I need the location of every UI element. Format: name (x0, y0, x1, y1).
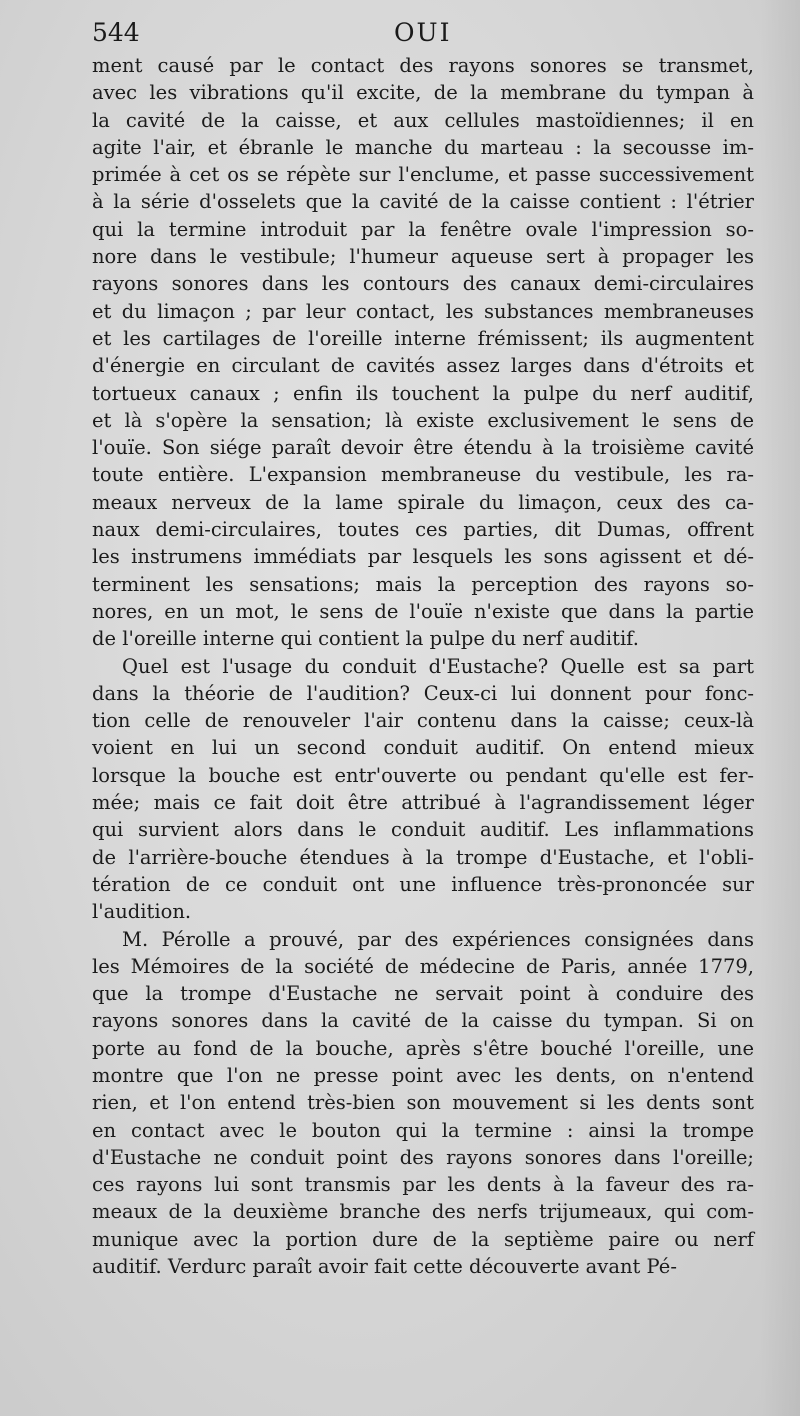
text-line: de l'oreille interne qui contient la pulpe du nerf auditif. (92, 627, 639, 651)
text-line: l'audition. (92, 900, 192, 924)
body-text (92, 52, 754, 1280)
text-line: voient en lui un second conduit auditif. On entend mieux (92, 736, 754, 760)
text-line: avec les vibrations qu'il excite, de la membrane du tympan à (92, 81, 754, 105)
text-line: que la trompe d'Eustache ne servait point à conduire des (92, 982, 754, 1006)
page-header (92, 18, 754, 52)
text-line: primée à cet os se répète sur l'enclume, et passe successivement (92, 163, 754, 187)
text-line: rien, et l'on entend très-bien son mouvement si les dents sont (92, 1091, 754, 1115)
text-line: naux demi-circulaires, toutes ces parties, dit Dumas, offrent (92, 518, 754, 542)
text-line: mée; mais ce fait doit être attribué à l'agrandissement léger (92, 791, 754, 815)
text-line: meaux nerveux de la lame spirale du limaçon, ceux des ca- (92, 490, 754, 514)
text-line: nores, en un mot, le sens de l'ouïe n'existe que dans la partie (92, 599, 754, 623)
paragraph (92, 52, 754, 653)
text-line: ment causé par le contact des rayons sonores se transmet, (92, 54, 754, 77)
text-line: rayons sonores dans les contours des canaux demi-circulaires (92, 272, 754, 296)
text-line: tération de ce conduit ont une influence très-prononcée sur (92, 872, 754, 896)
text-line: tortueux canaux ; enfin ils touchent la pulpe du nerf auditif, (92, 381, 754, 405)
text-line: meaux de la deuxième branche des nerfs trijumeaux, qui com- (92, 1200, 754, 1224)
text-line: Quel est l'usage du conduit d'Eustache? Quelle est sa part (122, 654, 754, 678)
text-line: tion celle de renouveler l'air contenu dans la caisse; ceux-là (92, 709, 754, 733)
text-line: en contact avec le bouton qui la termine : ainsi la trompe (92, 1118, 754, 1142)
text-line: dans la théorie de l'audition? Ceux-ci lui donnent pour fonc- (92, 681, 754, 705)
text-line: auditif. Verdurc paraît avoir fait cette découverte avant Pé- (92, 1255, 677, 1279)
page-edge-shadow (760, 0, 800, 1416)
text-line: et là s'opère la sensation; là existe exclusivement le sens de (92, 408, 754, 432)
text-line: et les cartilages de l'oreille interne frémissent; ils augmentent (92, 326, 754, 350)
text-line: agite l'air, et ébranle le manche du marteau : la secousse im- (92, 135, 754, 159)
text-line: les Mémoires de la société de médecine de Paris, année 1779, (92, 954, 754, 978)
text-line: de l'arrière-bouche étendues à la trompe d'Eustache, et l'obli- (92, 845, 754, 869)
text-line: porte au fond de la bouche, après s'être bouché l'oreille, une (92, 1036, 754, 1060)
paragraph (92, 926, 754, 1281)
text-line: et du limaçon ; par leur contact, les substances membraneuses (92, 299, 754, 323)
text-line: munique avec la portion dure de la septième paire ou nerf (92, 1227, 754, 1251)
text-line: les instrumens immédiats par lesquels les sons agissent et dé- (92, 545, 754, 569)
text-line: nore dans le vestibule; l'humeur aqueuse sert à propager les (92, 245, 754, 269)
text-line: qui survient alors dans le conduit auditif. Les inflammations (92, 818, 754, 842)
text-line: rayons sonores dans la cavité de la caisse du tympan. Si on (92, 1009, 754, 1033)
text-line: ces rayons lui sont transmis par les dents à la faveur des ra- (92, 1173, 754, 1197)
text-line: l'ouïe. Son siége paraît devoir être étendu à la troisième cavité (92, 436, 754, 460)
text-line: M. Pérolle a prouvé, par des expériences consignées dans (122, 927, 754, 951)
text-line: à la série d'osselets que la cavité de la caisse contient : l'étrier (92, 190, 754, 214)
text-line: toute entière. L'expansion membraneuse du vestibule, les ra- (92, 463, 754, 487)
text-line: lorsque la bouche est entr'ouverte ou pendant qu'elle est fer- (92, 763, 754, 787)
text-line: d'énergie en circulant de cavités assez larges dans d'étroits et (92, 354, 754, 378)
text-line: qui la termine introduit par la fenêtre ovale l'impression so- (92, 217, 754, 241)
paragraph (92, 653, 754, 926)
text-line: la cavité de la caisse, et aux cellules mastoïdiennes; il en (92, 108, 754, 132)
running-head: OUI (394, 18, 452, 47)
page-number: 544 (92, 18, 140, 47)
text-line: montre que l'on ne presse point avec les dents, on n'entend (92, 1063, 754, 1087)
text-line: terminent les sensations; mais la perception des rayons so- (92, 572, 754, 596)
text-line: d'Eustache ne conduit point des rayons sonores dans l'oreille; (92, 1145, 754, 1169)
